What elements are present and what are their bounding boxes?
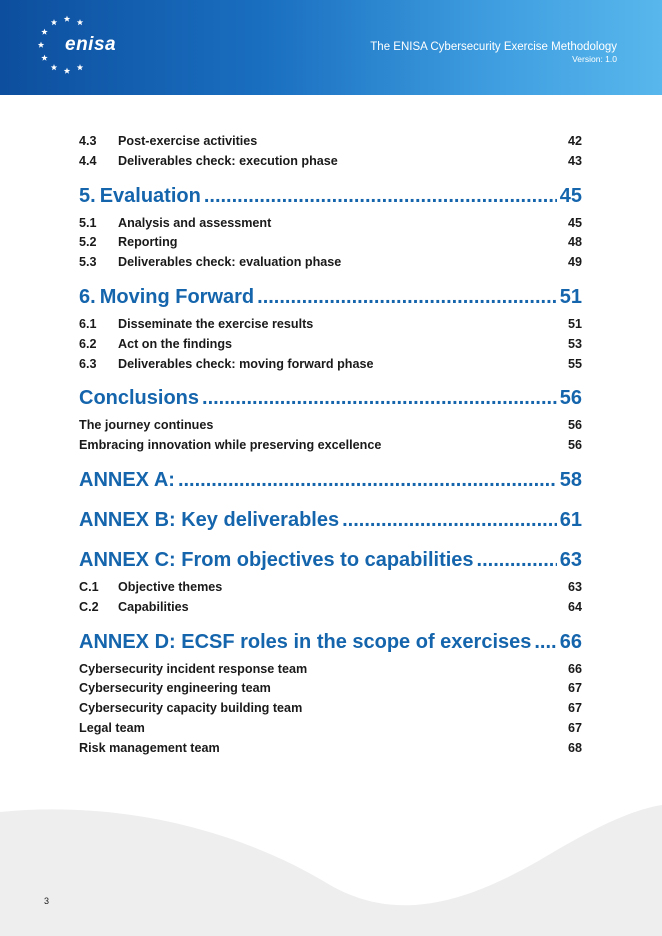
toc-subsection-title: Legal team: [79, 720, 145, 735]
toc-subsection-number: 4.4: [79, 153, 97, 168]
toc-page-number: 68: [567, 740, 582, 755]
toc-page-number: 56: [559, 387, 582, 410]
toc-subsection-number: C.1: [79, 579, 99, 594]
toc-subsection-title: Cybersecurity incident response team: [79, 661, 308, 676]
toc-subsection-title: Act on the findings: [118, 336, 233, 351]
toc-subsection-number: 6.3: [79, 356, 97, 371]
toc-page-number: 43: [567, 153, 582, 168]
toc-page-number: 56: [567, 418, 582, 433]
toc-page-number: 55: [567, 356, 582, 371]
toc-chapter-title: ANNEX C: From objectives to capabilities: [79, 548, 474, 571]
toc-subsection-entry[interactable]: [79, 721, 582, 741]
dot-leader: [204, 185, 557, 208]
toc-page-number: 51: [567, 316, 582, 331]
toc-page-number: 58: [559, 468, 582, 491]
toc-subsection-entry[interactable]: [79, 662, 582, 682]
toc-subsection-title: Cybersecurity capacity building team: [79, 701, 303, 716]
footer-wave: [0, 790, 662, 936]
toc-subsection-entry[interactable]: [79, 255, 582, 275]
toc-subsection-entry[interactable]: [79, 580, 582, 600]
star-icon: [77, 64, 83, 70]
toc-subsection-title: Reporting: [118, 235, 178, 250]
toc-subsection-title: Deliverables check: evaluation phase: [118, 255, 342, 270]
toc-subsection-number: 6.1: [79, 316, 97, 331]
toc-subsection-entry[interactable]: [79, 701, 582, 721]
toc-chapter-title: ANNEX A:: [79, 468, 175, 491]
toc-subsection-entry[interactable]: [79, 418, 582, 438]
toc-subsection-title: Post-exercise activities: [118, 134, 258, 148]
dot-leader: [477, 549, 557, 572]
star-icon: [38, 42, 44, 48]
toc-subsection-entry[interactable]: [79, 154, 582, 174]
enisa-logo: [38, 12, 128, 82]
logo-text: enisa: [65, 34, 117, 55]
star-icon: [41, 29, 47, 35]
dot-leader: [342, 509, 557, 532]
toc-page-number: 67: [567, 681, 582, 696]
toc-subsection-number: 4.3: [79, 134, 97, 148]
toc-page-number: 53: [567, 336, 582, 351]
toc-subsection-entry[interactable]: [79, 235, 582, 255]
toc-subsection-number: C.2: [79, 599, 99, 614]
toc-chapter-entry[interactable]: [79, 286, 582, 315]
toc-page-number: 61: [559, 508, 582, 531]
toc-chapter-entry[interactable]: [79, 185, 582, 214]
star-icon: [64, 68, 70, 74]
toc-chapter-title: Moving Forward: [99, 285, 255, 308]
document-title: The ENISA Cybersecurity Exercise Methodology: [370, 41, 617, 53]
toc-subsection-title: Capabilities: [118, 599, 189, 614]
toc-chapter-title: ANNEX B: Key deliverables: [79, 508, 340, 531]
dot-leader: [257, 286, 557, 309]
toc-chapter-entry[interactable]: [79, 549, 582, 578]
star-icon: [77, 19, 83, 25]
toc-chapter-title: ANNEX D: ECSF roles in the scope of exercises: [79, 630, 532, 653]
toc-page-number: 48: [567, 235, 582, 250]
toc-subsection-title: Deliverables check: execution phase: [118, 153, 338, 168]
toc-subsection-entry[interactable]: [79, 438, 582, 458]
toc-page-number: 63: [567, 579, 582, 594]
table-of-contents: [79, 134, 582, 761]
toc-subsection-entry[interactable]: [79, 337, 582, 357]
toc-subsection-entry[interactable]: [79, 317, 582, 337]
page-number: 3: [44, 896, 50, 906]
toc-subsection-title: Objective themes: [118, 579, 223, 594]
dot-leader: [202, 387, 557, 410]
toc-page-number: 67: [567, 720, 582, 735]
toc-chapter-number: 6.: [79, 285, 96, 308]
toc-subsection-title: The journey continues: [79, 418, 214, 433]
toc-chapter-entry[interactable]: [79, 631, 582, 660]
toc-page-number: 49: [567, 255, 582, 270]
toc-page-number: 66: [567, 661, 582, 676]
toc-page-number: 66: [559, 630, 582, 653]
toc-subsection-entry[interactable]: [79, 741, 582, 761]
toc-page-number: 51: [559, 285, 582, 308]
toc-subsection-title: Analysis and assessment: [118, 215, 272, 230]
toc-subsection-title: Embracing innovation while preserving excellence: [79, 438, 382, 453]
toc-page-number: 42: [567, 134, 582, 148]
toc-page-number: 67: [567, 701, 582, 716]
toc-page-number: 63: [559, 548, 582, 571]
toc-subsection-title: Cybersecurity engineering team: [79, 681, 271, 696]
dot-leader: [178, 469, 557, 492]
toc-page-number: 56: [567, 438, 582, 453]
toc-chapter-title: Conclusions: [79, 387, 200, 410]
toc-subsection-title: Deliverables check: moving forward phase: [118, 356, 374, 371]
toc-subsection-number: 6.2: [79, 336, 97, 351]
dot-leader: [534, 631, 556, 654]
toc-subsection-entry[interactable]: [79, 134, 582, 154]
toc-subsection-number: 5.2: [79, 235, 97, 250]
toc-subsection-title: Risk management team: [79, 740, 220, 755]
toc-subsection-entry[interactable]: [79, 681, 582, 701]
toc-subsection-number: 5.1: [79, 215, 97, 230]
star-icon: [64, 16, 70, 22]
toc-subsection-entry[interactable]: [79, 600, 582, 620]
star-icon: [41, 55, 47, 61]
toc-page-number: 64: [567, 599, 582, 614]
toc-subsection-entry[interactable]: [79, 357, 582, 377]
toc-chapter-entry[interactable]: [79, 469, 582, 498]
toc-subsection-number: 5.3: [79, 255, 97, 270]
toc-chapter-number: 5.: [79, 184, 96, 207]
star-icon: [51, 64, 57, 70]
document-version: Version: 1.0: [572, 54, 617, 64]
toc-page-number: 45: [559, 184, 582, 207]
toc-subsection-entry[interactable]: [79, 216, 582, 236]
toc-chapter-title: Evaluation: [99, 184, 201, 207]
toc-chapter-entry[interactable]: [79, 509, 582, 538]
toc-page-number: 45: [567, 215, 582, 230]
star-icon: [51, 19, 57, 25]
toc-subsection-title: Disseminate the exercise results: [118, 316, 314, 331]
toc-chapter-entry[interactable]: [79, 387, 582, 416]
page-header: [0, 0, 662, 95]
